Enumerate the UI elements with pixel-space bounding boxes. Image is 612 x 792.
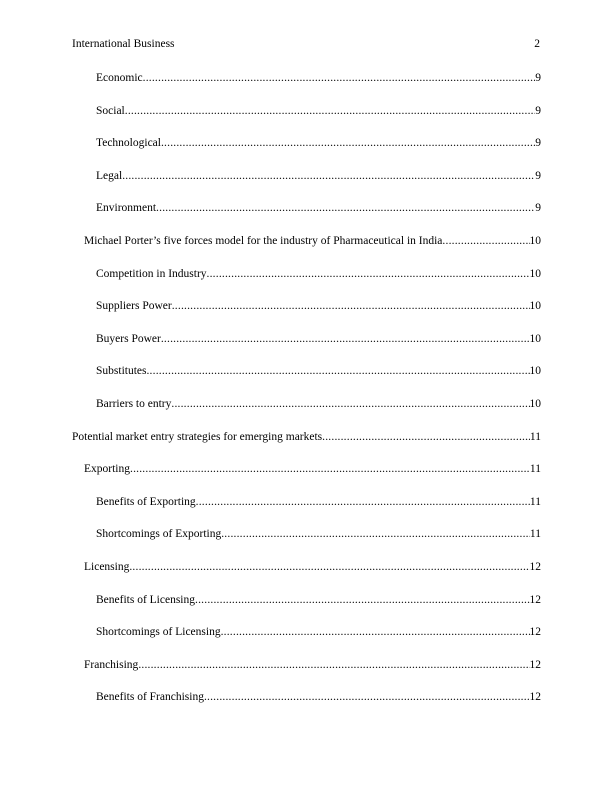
toc-dot-leader — [171, 397, 529, 411]
toc-entry[interactable] — [72, 397, 541, 430]
toc-entry-title: Environment — [96, 202, 157, 215]
toc-dot-leader — [156, 201, 535, 215]
toc-entry-title: Legal — [96, 169, 123, 182]
toc-dot-leader — [130, 462, 530, 476]
toc-dot-leader — [221, 527, 530, 541]
toc-dot-leader — [161, 332, 530, 346]
toc-entry-title: Suppliers Power — [96, 300, 172, 313]
toc-entry[interactable] — [72, 299, 541, 332]
toc-entry[interactable] — [72, 690, 541, 723]
toc-entry[interactable] — [72, 332, 541, 365]
toc-dot-leader — [172, 299, 530, 313]
toc-entry-page: 10 — [529, 267, 541, 280]
toc-entry-page: 10 — [529, 397, 541, 410]
toc-dot-leader — [204, 690, 530, 704]
toc-entry-page: 10 — [529, 234, 541, 247]
toc-entry-page: 11 — [529, 495, 541, 508]
toc-entry-page: 9 — [535, 137, 541, 150]
toc-entry-title: Buyers Power — [96, 332, 161, 345]
toc-entry-page: 9 — [535, 202, 541, 215]
toc-dot-leader — [196, 495, 530, 509]
toc-entry[interactable] — [72, 104, 541, 137]
toc-dot-leader — [195, 593, 529, 607]
toc-entry-title: Competition in Industry — [96, 267, 207, 280]
toc-entry-title: Benefits of Licensing — [96, 593, 196, 606]
toc-dot-leader — [207, 267, 530, 281]
toc-entry-page: 11 — [529, 463, 541, 476]
toc-dot-leader — [143, 71, 536, 85]
toc-entry-title: Michael Porter’s five forces model for the industry of Pharmaceutical in India — [84, 234, 443, 247]
toc-entry-page: 12 — [529, 626, 541, 639]
running-title: International Business — [72, 38, 175, 50]
toc-entry-page: 12 — [529, 658, 541, 671]
toc-entry[interactable] — [72, 364, 541, 397]
toc-entry[interactable] — [72, 267, 541, 300]
toc-dot-leader — [161, 136, 535, 150]
toc-entry-page: 11 — [529, 528, 541, 541]
toc-entry[interactable] — [72, 527, 541, 560]
toc-entry[interactable] — [72, 593, 541, 626]
toc-dot-leader — [221, 625, 530, 639]
toc-entry[interactable] — [72, 234, 541, 267]
toc-entry[interactable] — [72, 560, 541, 593]
toc-entry-page: 11 — [529, 430, 541, 443]
toc-dot-leader — [322, 430, 530, 444]
toc-entry-title: Potential market entry strategies for emerging markets — [72, 430, 323, 443]
toc-entry-title: Licensing — [84, 560, 130, 573]
toc-dot-leader — [122, 169, 535, 183]
toc-entry-title: Economic — [96, 72, 143, 84]
toc-entry-page: 9 — [535, 72, 541, 84]
toc-entry-page: 12 — [529, 560, 541, 573]
toc-entry-page: 10 — [529, 365, 541, 378]
toc-entry[interactable] — [72, 169, 541, 202]
toc-entry-title: Franchising — [84, 658, 139, 671]
toc-entry[interactable] — [72, 658, 541, 691]
toc-entry-title: Shortcomings of Exporting — [96, 528, 222, 541]
page-number: 2 — [534, 38, 540, 50]
toc-entry[interactable] — [72, 625, 541, 658]
toc-entry[interactable] — [72, 430, 541, 463]
toc-dot-leader — [138, 658, 529, 672]
toc-entry-title: Social — [96, 104, 125, 117]
page-header — [72, 36, 540, 52]
toc-dot-leader — [146, 364, 529, 378]
toc-dot-leader — [125, 104, 536, 118]
toc-entry-title: Technological — [96, 137, 161, 150]
table-of-contents — [72, 71, 541, 723]
toc-entry[interactable] — [72, 462, 541, 495]
toc-entry-title: Shortcomings of Licensing — [96, 626, 221, 639]
toc-entry[interactable] — [72, 71, 541, 104]
toc-entry-title: Barriers to entry — [96, 397, 172, 410]
toc-entry-page: 9 — [535, 169, 541, 182]
toc-dot-leader — [129, 560, 529, 574]
toc-entry-title: Benefits of Franchising — [96, 691, 204, 704]
toc-entry-page: 10 — [529, 332, 541, 345]
toc-entry[interactable] — [72, 136, 541, 169]
toc-entry-page: 10 — [529, 300, 541, 313]
toc-dot-leader — [442, 234, 529, 248]
toc-entry-page: 9 — [535, 104, 541, 117]
toc-entry-page: 12 — [529, 691, 541, 704]
toc-entry-title: Benefits of Exporting — [96, 495, 196, 508]
toc-entry[interactable] — [72, 201, 541, 234]
toc-entry-title: Exporting — [84, 463, 130, 476]
toc-entry-title: Substitutes — [96, 365, 147, 378]
toc-entry-page: 12 — [529, 593, 541, 606]
toc-entry[interactable] — [72, 495, 541, 528]
